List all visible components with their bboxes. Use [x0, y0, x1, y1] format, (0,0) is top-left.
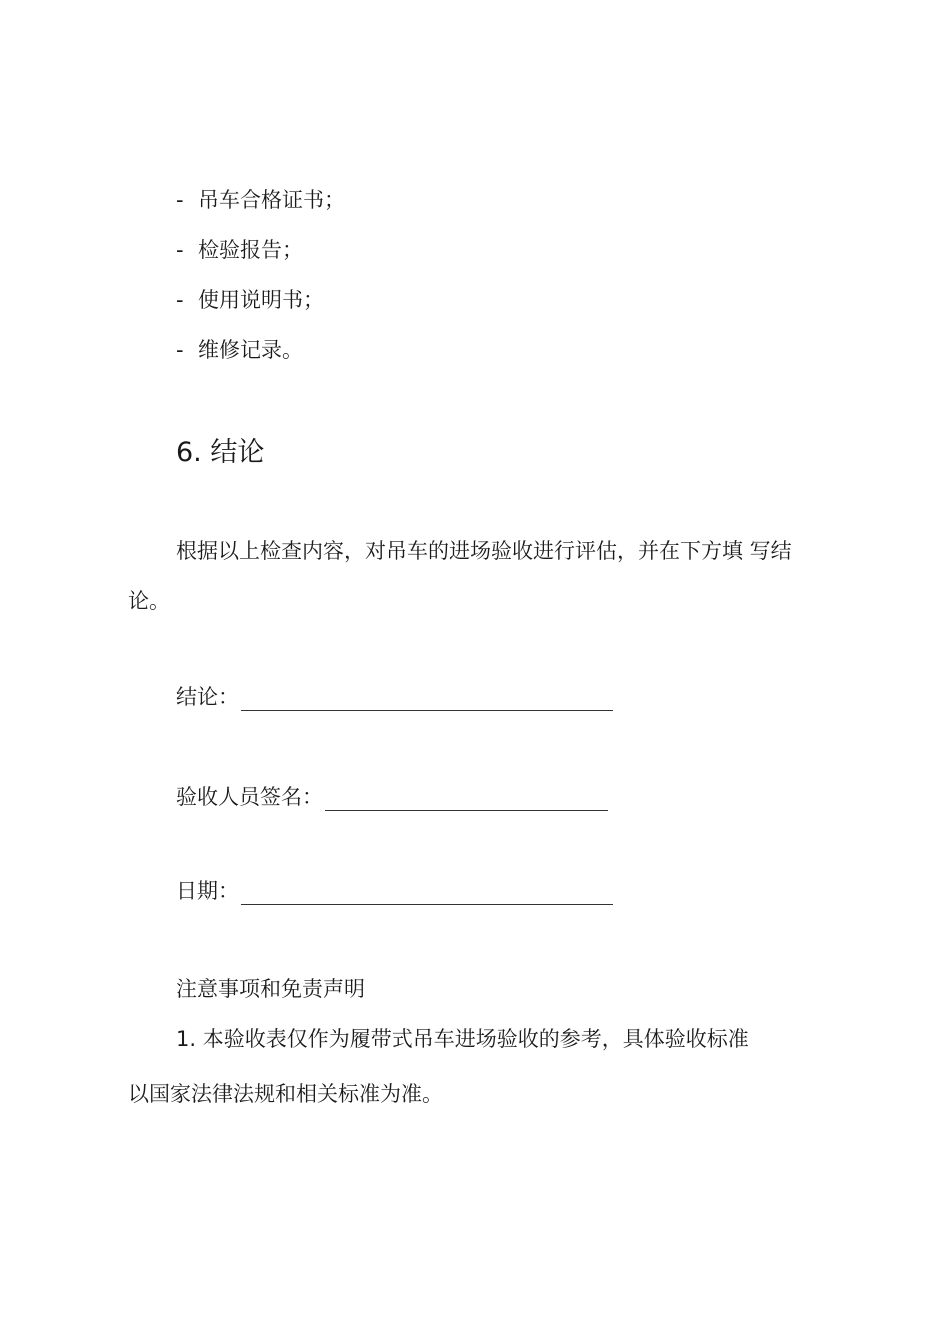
conclusion-label: 结论：: [176, 685, 239, 709]
inspector-signature-field: [176, 783, 608, 811]
notes-item-line: 以国家法律法规和相关标准为准。: [128, 1082, 443, 1106]
bullet-marker: -: [176, 238, 184, 262]
bullet-marker: -: [176, 338, 184, 362]
paragraph-line: 根据以上检查内容，对吊车的进场验收进行评估，并在下方填 写结: [176, 539, 792, 563]
list-item-text: 维修记录。: [198, 338, 303, 362]
inspector-signature-line[interactable]: [325, 788, 608, 811]
list-item: [176, 186, 345, 214]
bullet-marker: -: [176, 288, 184, 312]
list-item: [176, 286, 324, 314]
paragraph-line: 论。: [128, 589, 170, 613]
list-item-text: 吊车合格证书；: [198, 188, 345, 212]
date-label: 日期：: [176, 879, 239, 903]
list-item-text: 使用说明书；: [198, 288, 324, 312]
bullet-marker: -: [176, 188, 184, 212]
conclusion-field: [176, 683, 613, 711]
section-heading: [176, 436, 264, 470]
notes-item-line: [176, 1025, 749, 1053]
notes-item-number: 1.: [176, 1027, 197, 1051]
notes-item-text: 本验收表仅作为履带式吊车进场验收的参考，具体验收标准: [202, 1027, 749, 1051]
date-field: [176, 877, 613, 905]
list-item-text: 检验报告；: [198, 238, 303, 262]
conclusion-input-line[interactable]: [241, 688, 613, 711]
list-item: [176, 236, 303, 264]
section-title: 结论: [210, 437, 265, 468]
date-input-line[interactable]: [241, 882, 613, 905]
notes-title: 注意事项和免责声明: [176, 977, 365, 1001]
list-item: [176, 336, 303, 364]
inspector-signature-label: 验收人员签名：: [176, 785, 323, 809]
section-number: 6.: [176, 437, 202, 468]
